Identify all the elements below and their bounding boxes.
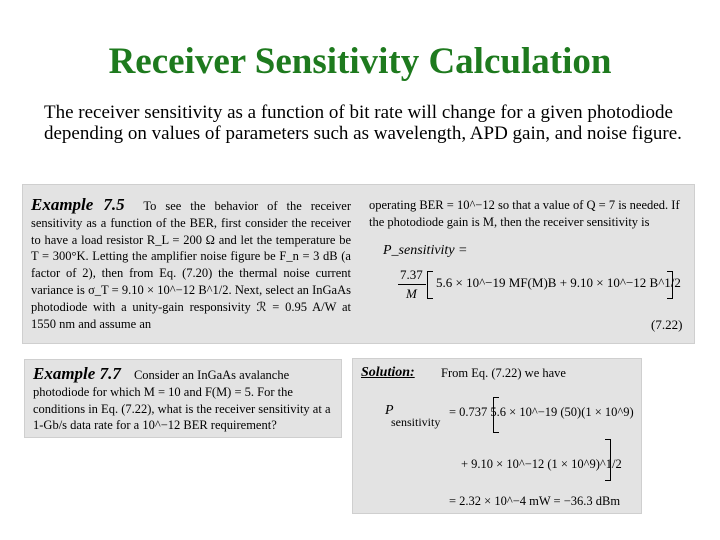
example-7-7-heading: Example 7.7 (33, 364, 121, 383)
example-7-5-heading: Example 7.5 (31, 195, 125, 214)
formula-left-bracket (427, 271, 433, 299)
example-7-5-left-column (31, 197, 351, 332)
example-7-7-text: Consider an InGaAs avalanche photodiode for which M = 10 and F(M) = 5. For the conditions in Eq. (7.22), what is the receiver sensitivity at a 1-Gb/s data rate for a 10^−12 BER requirement? (33, 368, 331, 433)
solution-intro: From Eq. (7.22) we have (441, 366, 566, 380)
formula-denominator: M (406, 286, 417, 301)
solution-lhs-p: P (385, 403, 394, 418)
example-7-7-panel (24, 359, 342, 438)
formula-body: 5.6 × 10^−19 MF(M)B + 9.10 × 10^−12 B^1/2 (436, 275, 681, 290)
equation-number: (7.22) (651, 317, 683, 332)
slide-title: Receiver Sensitivity Calculation (108, 41, 612, 82)
formula-right-bracket (667, 271, 673, 299)
formula-fraction-line (398, 284, 426, 285)
formula-coefficient: 7.37 (400, 267, 423, 282)
example-7-5-panel (22, 184, 695, 344)
example-7-5-right-text: operating BER = 10^−12 so that a value of Q = 7 is needed. If the photodiode gain is M, then the receiver sensitivity is (369, 198, 680, 229)
example-7-5-text: To see the behavior of the receiver sensitivity as a function of the BER, first consider the receiver to have a load resistor R_L = 200 Ω and let the temperature be T = 300°K. Letting the amplifier noise figure be F_n = 3 dB (a factor of 2), then from Eq. (7.20) the thermal noise current variance is σ_T = 9.10 × 10^−12 B^1/2. Next, select an InGaAs photodiode with a unity-gain responsivity ℛ = 0.95 A/W at 1550 nm and assume an (31, 199, 351, 331)
solution-heading: Solution: (361, 365, 415, 380)
solution-result: = 2.32 × 10^−4 mW = −36.3 dBm (449, 494, 621, 508)
example-7-5-right-column (369, 197, 689, 231)
formula-lhs: P_sensitivity = (383, 243, 468, 258)
solution-right-bracket (605, 439, 611, 481)
intro-paragraph: The receiver sensitivity as a function of bit rate will change for a given photodiode depending on values of parameters such as wavelength, APD gain, and noise figure. (44, 102, 682, 144)
solution-line-1: = 0.737 5.6 × 10^−19 (50)(1 × 10^9) (449, 405, 634, 419)
solution-line-2: + 9.10 × 10^−12 (1 × 10^9)^1/2 (461, 457, 622, 471)
solution-lhs-subscript: sensitivity (391, 415, 441, 429)
solution-panel (352, 358, 642, 514)
